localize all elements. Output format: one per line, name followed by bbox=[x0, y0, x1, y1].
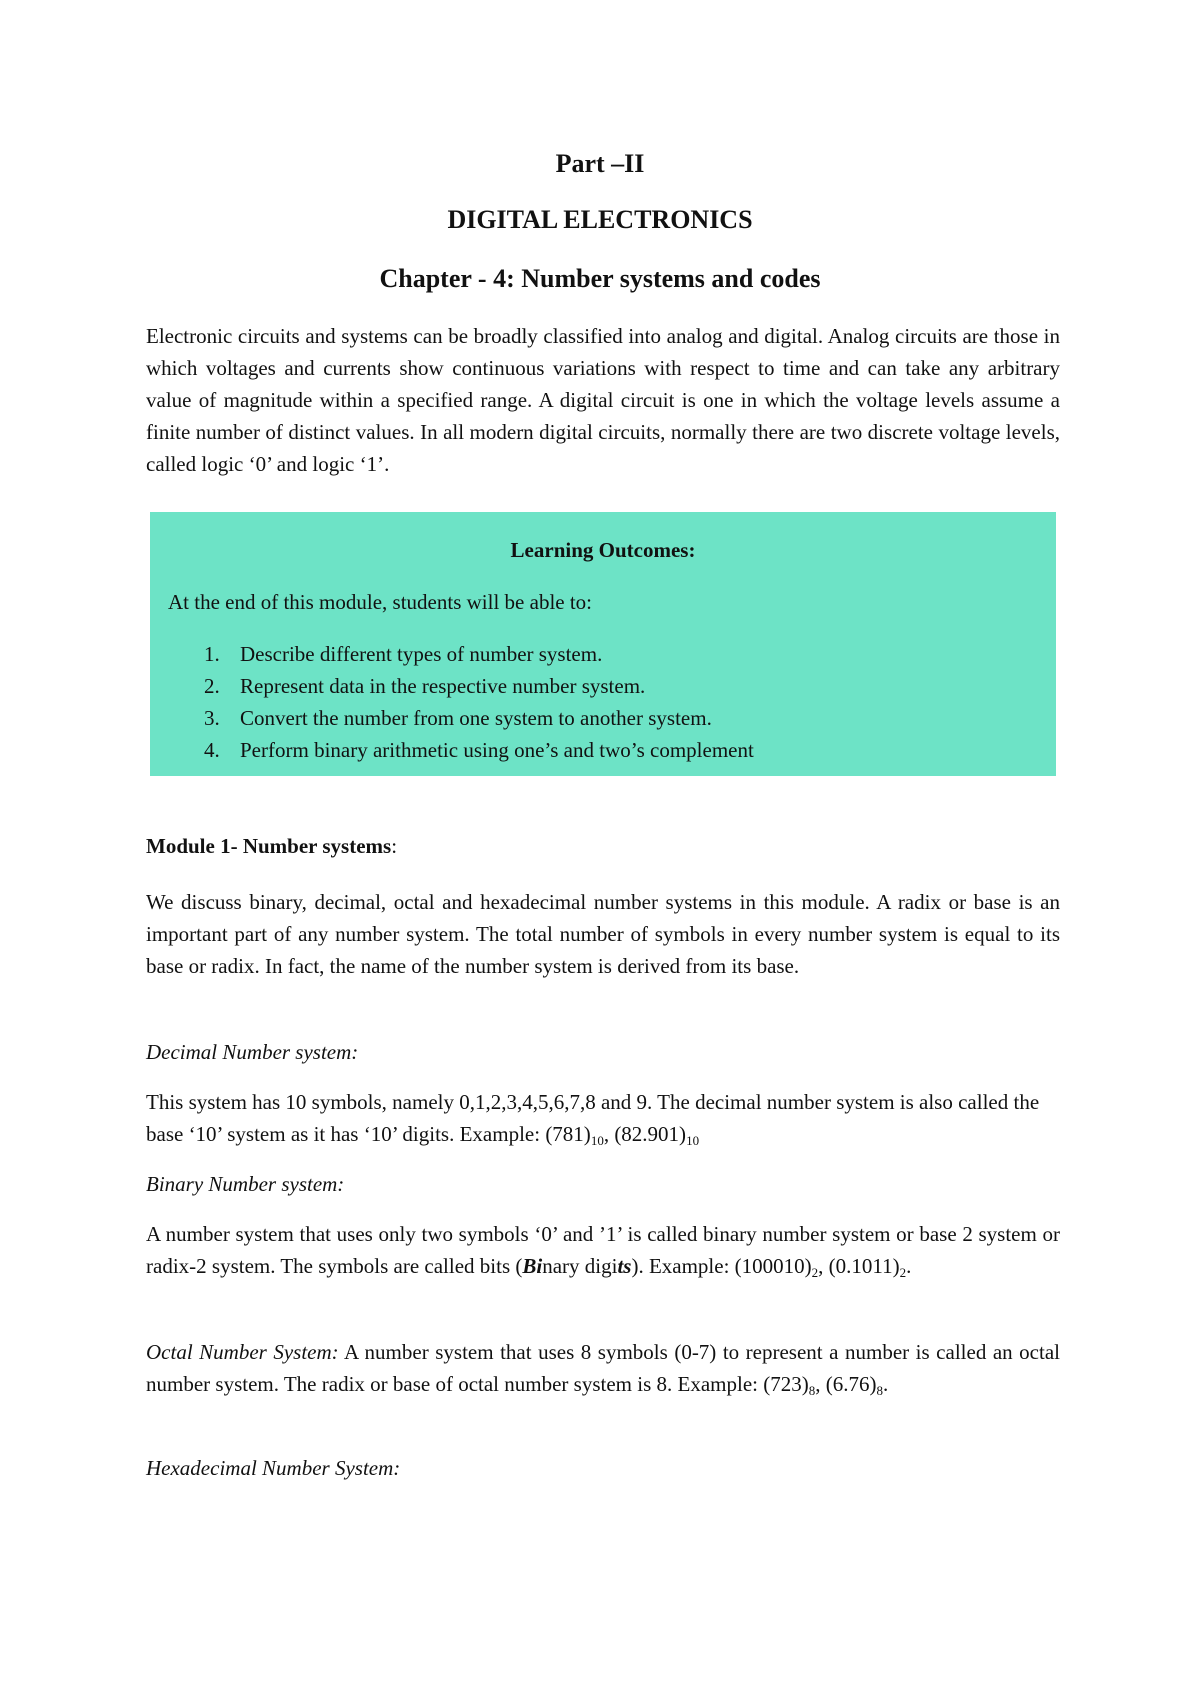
binary-example-1: (100010) bbox=[734, 1254, 812, 1278]
decimal-paragraph bbox=[146, 1086, 1060, 1150]
octal-section bbox=[146, 1336, 1060, 1400]
module1-paragraph: We discuss binary, decimal, octal and hexadecimal number systems in this module. A radix or base is an important part of any number system. The total number of symbols in every number system is equal to its base or radix. In fact, the name of the number system is derived from its base. bbox=[146, 890, 1060, 978]
intro-section bbox=[146, 320, 1060, 480]
octal-text: A number system that uses 8 symbols (0-7) to represent a number is called an octal number system. The radix or base of octal number system is 8. Example: bbox=[146, 1340, 1060, 1396]
decimal-section bbox=[146, 1086, 1060, 1150]
outcome-text: Convert the number from one system to another system. bbox=[240, 706, 712, 730]
part-heading: Part –II bbox=[555, 149, 645, 178]
learning-outcomes-box bbox=[150, 512, 1056, 776]
binary-end: . bbox=[906, 1254, 912, 1278]
binary-text: A number system that uses only two symbols ‘0’ and ’1’ is called binary number system or base 2 system or radix-2 system. The symbols are called bits ( bbox=[146, 1222, 1060, 1278]
octal-heading: Octal Number System: bbox=[146, 1340, 339, 1364]
outcome-number: 1. bbox=[204, 642, 220, 666]
decimal-example-2-base: 10 bbox=[686, 1133, 700, 1148]
module1-title-colon: : bbox=[391, 834, 398, 858]
decimal-heading: Decimal Number system: bbox=[146, 1040, 359, 1064]
decimal-example-1: (781) bbox=[545, 1122, 591, 1146]
octal-example-1-base: 8 bbox=[808, 1383, 816, 1398]
outcome-item bbox=[204, 638, 754, 670]
outcome-number: 4. bbox=[204, 738, 220, 762]
octal-paragraph bbox=[146, 1336, 1060, 1400]
module1-title-block bbox=[146, 830, 1060, 862]
learning-outcomes-title: Learning Outcomes: bbox=[510, 538, 696, 562]
binary-nary-text: nary digi bbox=[542, 1254, 618, 1278]
outcome-item bbox=[204, 670, 754, 702]
binary-example-2-base: 2 bbox=[899, 1265, 907, 1280]
binary-section bbox=[146, 1218, 1060, 1282]
outcome-number: 3. bbox=[204, 706, 220, 730]
binary-paragraph bbox=[146, 1218, 1060, 1282]
outcome-item bbox=[204, 702, 754, 734]
outcome-item bbox=[204, 734, 754, 766]
hexadecimal-heading: Hexadecimal Number System: bbox=[146, 1456, 401, 1480]
module1-title-text: Module 1- Number systems bbox=[146, 834, 392, 858]
decimal-text: This system has 10 symbols, namely 0,1,2,3,4,5,6,7,8 and 9. The decimal number system is also called the base ‘10’ system as it has ‘10’ digits. Example: bbox=[146, 1090, 1040, 1146]
octal-separator: , bbox=[815, 1372, 826, 1396]
octal-example-2: (6.76) bbox=[825, 1372, 877, 1396]
hexadecimal-heading-block bbox=[146, 1452, 1060, 1484]
binary-bi-emphasis: Bi bbox=[522, 1254, 543, 1278]
octal-example-2-base: 8 bbox=[876, 1383, 883, 1398]
decimal-example-1-base: 10 bbox=[590, 1133, 604, 1148]
decimal-heading-block bbox=[146, 1036, 1060, 1068]
binary-text-b: ). Example: bbox=[631, 1254, 735, 1278]
module1-title bbox=[146, 830, 1060, 862]
intro-paragraph: Electronic circuits and systems can be broadly classified into analog and digital. Analog circuits are those in which voltages and currents show continuous variations with respect to time and can take any arbitrary value of magnitude within a specified range. A digital circuit is one in which the voltage levels assume a finite number of distinct values. In all modern digital circuits, normally there are two discrete voltage levels, called logic ‘0’ and logic ‘1’. bbox=[146, 324, 1060, 476]
outcome-number: 2. bbox=[204, 674, 220, 698]
binary-heading-block bbox=[146, 1168, 1060, 1200]
subject-heading: DIGITAL ELECTRONICS bbox=[447, 205, 753, 234]
learning-outcomes-list bbox=[204, 638, 754, 766]
octal-end: . bbox=[882, 1372, 889, 1396]
outcome-text: Describe different types of number system. bbox=[240, 642, 603, 666]
binary-heading: Binary Number system: bbox=[146, 1172, 345, 1196]
learning-outcomes-intro: At the end of this module, students will be able to: bbox=[168, 590, 593, 614]
chapter-heading: Chapter - 4: Number systems and codes bbox=[379, 264, 821, 293]
outcome-text: Represent data in the respective number system. bbox=[240, 674, 646, 698]
decimal-example-2: (82.901) bbox=[614, 1122, 687, 1146]
binary-separator: , bbox=[818, 1254, 829, 1278]
outcome-text: Perform binary arithmetic using one’s and two’s complement bbox=[240, 738, 754, 762]
binary-example-2: (0.1011) bbox=[828, 1254, 900, 1278]
octal-example-1: (723) bbox=[763, 1372, 809, 1396]
decimal-separator: , bbox=[603, 1122, 615, 1146]
binary-example-1-base: 2 bbox=[811, 1265, 819, 1280]
module1-section bbox=[146, 886, 1060, 982]
binary-ts-emphasis: ts bbox=[617, 1254, 632, 1278]
